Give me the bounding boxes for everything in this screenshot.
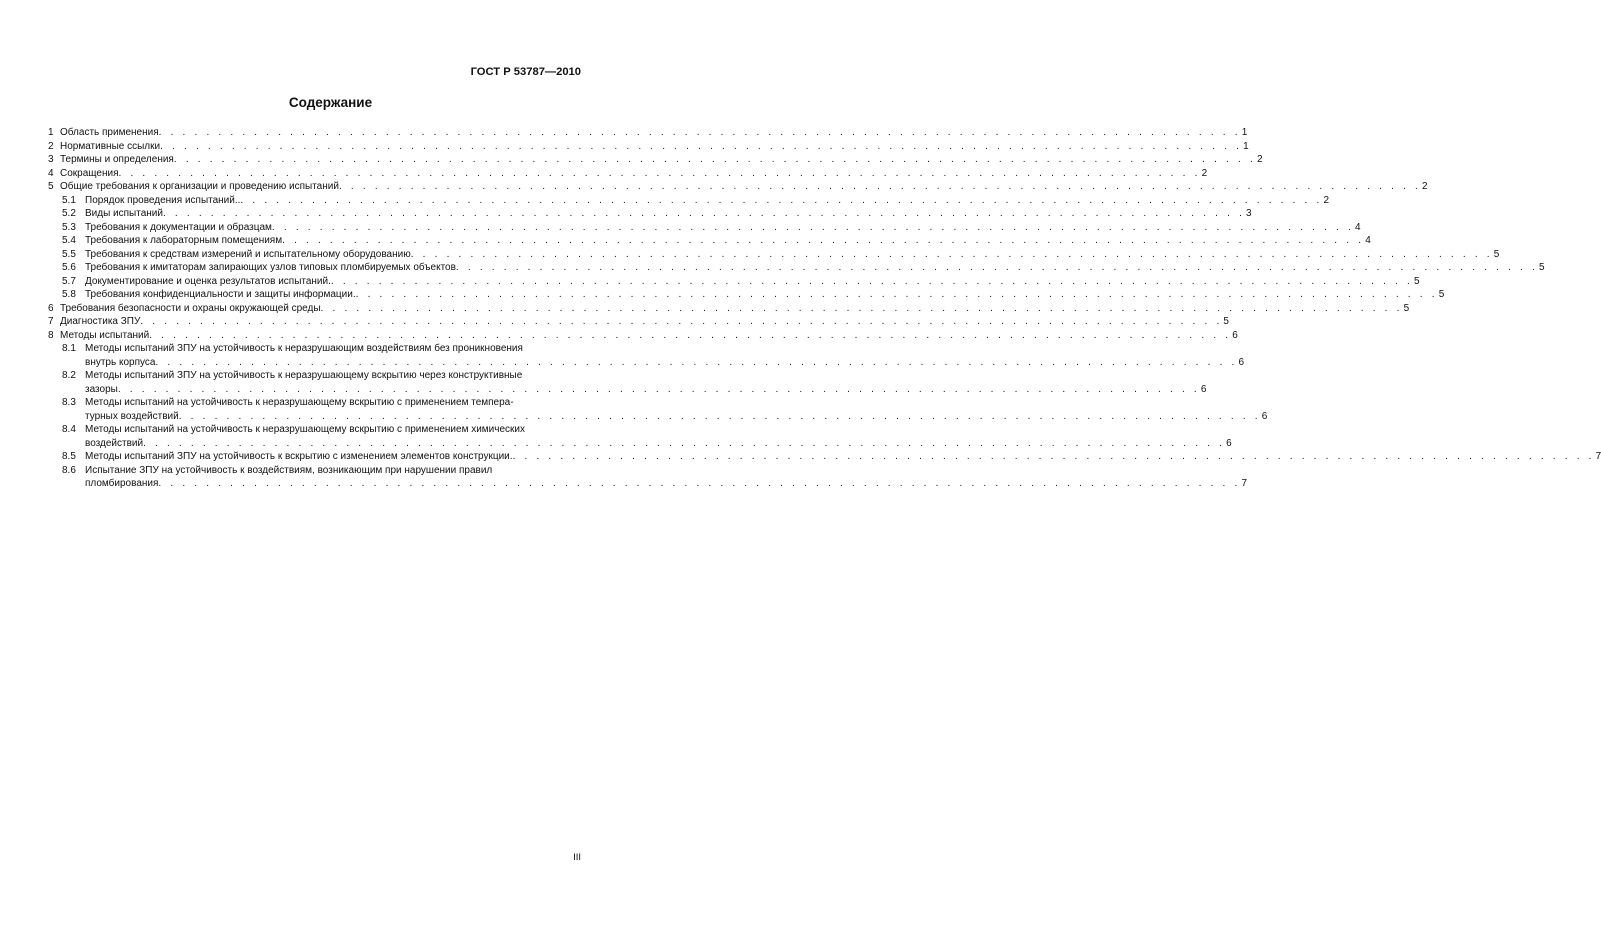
toc-entry-title: Диагностика ЗПУ	[60, 316, 141, 327]
toc-entry[interactable]	[48, 140, 1249, 154]
toc-entry-page: 2	[1323, 194, 1330, 206]
toc-entry-number: 3	[48, 154, 54, 165]
toc-entry[interactable]	[48, 234, 1371, 248]
toc-leader-dots: . . . . . . . . . . . . . . . . . . . . . . . . . . . . . . . . . . . . . . . . . . . . . . . . . . . . . . . . . . . . . . . . . . . . . . . . . . . . . . . . . . . . . . . . . . .	[330, 275, 1413, 287]
toc-entry-title-continued: пломбирования	[85, 478, 159, 489]
toc-entry[interactable]	[48, 369, 1207, 396]
toc-leader-dots: . . . . . . . . . . . . . . . . . . . . . . . . . . . . . . . . . . . . . . . . . . . . . . . . . . . . . . . . . . . . . . . . . . . . . . . . . . . . . . . . . . . . . . . . . . .	[160, 140, 1243, 152]
toc-leader-dots: . . . . . . . . . . . . . . . . . . . . . . . . . . . . . . . . . . . . . . . . . . . . . . . . . . . . . . . . . . . . . . . . . . . . . . . . . . . . . . . . . . . . . . . . . . .	[149, 329, 1232, 341]
toc-entry-page: 3	[1246, 208, 1252, 219]
toc-entry-number: 5.3	[62, 221, 76, 233]
toc-entry-title: Методы испытаний ЗПУ на устойчивость к неразрушающему вскрытию через конструктивные	[85, 370, 523, 381]
toc-entry-title: Требования к документации и образцам	[85, 221, 272, 233]
toc-leader-dots: . . . . . . . . . . . . . . . . . . . . . . . . . . . . . . . . . . . . . . . . . . . . . . . . . . . . . . . . . . . . . . . . . . . . . . . . . . . . . . . . . . . . . . . . . . .	[271, 221, 1354, 233]
toc-entry-page: 7	[1595, 451, 1601, 462]
toc-leader-dots: . . . . . . . . . . . . . . . . . . . . . . . . . . . . . . . . . . . . . . . . . . . . . . . . . . . . . . . . . . . . . . . . . . . . . . . . . . . . . . . . . . . . . . . . . . .	[240, 194, 1323, 206]
toc-entry[interactable]	[48, 167, 1208, 181]
toc-entry-page: 7	[1241, 478, 1248, 489]
toc-leader-dots: . . . . . . . . . . . . . . . . . . . . . . . . . . . . . . . . . . . . . . . . . . . . . . . . . . . . . . . . . . . . . . . . . . . . . . . . . . . . . . . . . . . . . . . . . . .	[178, 410, 1261, 422]
toc-leader-dots: . . . . . . . . . . . . . . . . . . . . . . . . . . . . . . . . . . . . . . . . . . . . . . . . . . . . . . . . . . . . . . . . . . . . . . . . . . . . . . . . . . . . . . . . . . .	[158, 478, 1241, 489]
toc-leader-dots: . . . . . . . . . . . . . . . . . . . . . . . . . . . . . . . . . . . . . . . . . . . . . . . . . . . . . . . . . . . . . . . . . . . . . . . . . . . . . . . . . . . . . . . . . . .	[173, 154, 1256, 165]
toc-entry-title: Испытание ЗПУ на устойчивость к воздействиям, возникающим при нарушении правил	[85, 464, 493, 476]
toc-entry-title: Методы испытаний на устойчивость к неразрушающему вскрытию с применением темпера-	[85, 397, 514, 408]
toc-entry-number: 5.2	[62, 208, 76, 219]
toc-entry-title-continued: воздействий	[85, 437, 144, 449]
toc-leader-dots: . . . . . . . . . . . . . . . . . . . . . . . . . . . . . . . . . . . . . . . . . . . . . . . . . . . . . . . . . . . . . . . . . . . . . . . . . . . . . . . . . . . . . . . . . . .	[455, 262, 1538, 273]
toc-entry-title: Методы испытаний ЗПУ на устойчивость к вскрытию с изменением элементов конструкции.	[85, 451, 513, 462]
toc-entry[interactable]	[48, 302, 1410, 316]
toc-entry[interactable]	[48, 248, 1500, 262]
toc-entry[interactable]	[48, 261, 1545, 275]
toc-leader-dots: . . . . . . . . . . . . . . . . . . . . . . . . . . . . . . . . . . . . . . . . . . . . . . . . . . . . . . . . . . . . . . . . . . . . . . . . . . . . . . . . . . . . . . . . . . .	[143, 437, 1226, 449]
toc-entry-number: 8.5	[62, 451, 76, 462]
table-of-contents	[48, 126, 1601, 491]
toc-entry-title: Требования конфиденциальности и защиты информации.	[85, 289, 356, 300]
page-number: III	[573, 852, 581, 863]
toc-entry-title: Нормативные ссылки	[60, 140, 161, 152]
document-code: ГОСТ Р 53787—2010	[470, 66, 581, 78]
toc-leader-dots: . . . . . . . . . . . . . . . . . . . . . . . . . . . . . . . . . . . . . . . . . . . . . . . . . . . . . . . . . . . . . . . . . . . . . . . . . . . . . . . . . . . . . . . . . . .	[338, 181, 1422, 192]
toc-entry-number: 8.2	[62, 370, 76, 381]
toc-entry-number: 7	[48, 316, 54, 327]
toc-entry-number: 5.5	[62, 248, 76, 260]
toc-entry-title-continued: турных воздействий	[85, 410, 179, 422]
toc-entry-number: 5.4	[62, 235, 76, 246]
toc-entry[interactable]	[48, 126, 1248, 140]
toc-entry-title: Методы испытаний на устойчивость к неразрушающему вскрытию с применением химических	[85, 424, 526, 435]
toc-entry-page: 5	[1539, 262, 1545, 273]
toc-entry-title: Требования к имитаторам запирающих узлов типовых пломбируемых объектов	[85, 262, 456, 273]
toc-entry-title: Порядок проведения испытаний..	[85, 194, 241, 206]
toc-entry-title-continued: зазоры	[85, 383, 118, 395]
toc-entry-number: 8.6	[62, 464, 76, 476]
toc-entry-number: 8	[48, 329, 54, 341]
toc-entry-number: 5.7	[62, 275, 76, 287]
toc-leader-dots: . . . . . . . . . . . . . . . . . . . . . . . . . . . . . . . . . . . . . . . . . . . . . . . . . . . . . . . . . . . . . . . . . . . . . . . . . . . . . . . . . . . . . . . . . . .	[355, 289, 1438, 300]
toc-entry[interactable]	[48, 450, 1601, 464]
toc-entry[interactable]	[48, 207, 1252, 221]
toc-entry[interactable]	[48, 396, 1268, 423]
toc-entry[interactable]	[48, 153, 1263, 167]
toc-entry-title-continued: внутрь корпуса	[85, 356, 156, 368]
toc-entry-page: 6	[1226, 437, 1232, 449]
toc-entry-number: 4	[48, 167, 54, 179]
toc-entry-number: 2	[48, 140, 54, 152]
toc-entry[interactable]	[48, 464, 1248, 491]
toc-entry-title: Область применения	[60, 127, 159, 138]
toc-entry-page: 4	[1355, 221, 1361, 233]
toc-entry-title: Документирование и оценка результатов испытаний.	[85, 275, 331, 287]
toc-leader-dots: . . . . . . . . . . . . . . . . . . . . . . . . . . . . . . . . . . . . . . . . . . . . . . . . . . . . . . . . . . . . . . . . . . . . . . . . . . . . . . . . . . . . . . . . . . .	[117, 383, 1200, 395]
toc-entry-title: Общие требования к организации и проведению испытаний	[60, 181, 339, 192]
toc-entry-title: Методы испытаний ЗПУ на устойчивость к неразрушающим воздействиям без проникновения	[85, 343, 523, 354]
toc-leader-dots: . . . . . . . . . . . . . . . . . . . . . . . . . . . . . . . . . . . . . . . . . . . . . . . . . . . . . . . . . . . . . . . . . . . . . . . . . . . . . . . . . . . . . . . . . . .	[158, 127, 1241, 138]
toc-entry-page: 6	[1232, 329, 1238, 341]
toc-entry-title: Требования безопасности и охраны окружающей среды	[60, 302, 321, 314]
toc-leader-dots: . . . . . . . . . . . . . . . . . . . . . . . . . . . . . . . . . . . . . . . . . . . . . . . . . . . . . . . . . . . . . . . . . . . . . . . . . . . . . . . . . . . . . . . . . . .	[118, 167, 1201, 179]
toc-entry-title: Методы испытаний	[60, 329, 150, 341]
toc-entry-number: 6	[48, 302, 54, 314]
toc-entry[interactable]	[48, 221, 1361, 235]
toc-entry[interactable]	[48, 194, 1330, 208]
toc-entry-page: 2	[1256, 154, 1263, 165]
toc-entry-title: Термины и определения	[60, 154, 174, 165]
toc-entry-page: 6	[1200, 383, 1207, 395]
toc-leader-dots: . . . . . . . . . . . . . . . . . . . . . . . . . . . . . . . . . . . . . . . . . . . . . . . . . . . . . . . . . . . . . . . . . . . . . . . . . . . . . . . . . . . . . . . . . . .	[162, 208, 1246, 219]
toc-entry-page: 6	[1238, 356, 1245, 368]
toc-entry[interactable]	[48, 180, 1428, 194]
toc-leader-dots: . . . . . . . . . . . . . . . . . . . . . . . . . . . . . . . . . . . . . . . . . . . . . . . . . . . . . . . . . . . . . . . . . . . . . . . . . . . . . . . . . . . . . . . . . . .	[282, 235, 1365, 246]
toc-entry-page: 5	[1223, 316, 1229, 327]
toc-entry-number: 5.6	[62, 262, 76, 273]
toc-leader-dots: . . . . . . . . . . . . . . . . . . . . . . . . . . . . . . . . . . . . . . . . . . . . . . . . . . . . . . . . . . . . . . . . . . . . . . . . . . . . . . . . . . . . . . . . . . .	[410, 248, 1493, 260]
toc-entry-page: 2	[1201, 167, 1208, 179]
toc-entry-page: 6	[1261, 410, 1268, 422]
toc-entry-title: Виды испытаний	[85, 208, 163, 219]
toc-entry-number: 8.4	[62, 424, 76, 435]
toc-entry-number: 8.1	[62, 343, 76, 354]
toc-entry-number: 5.1	[62, 194, 76, 206]
toc-entry[interactable]	[48, 275, 1420, 289]
toc-entry[interactable]	[48, 423, 1232, 450]
toc-entry-title: Требования к лабораторным помещениям	[85, 235, 283, 246]
toc-entry-page: 5	[1438, 289, 1445, 300]
toc-entry[interactable]	[48, 288, 1445, 302]
toc-entry-number: 8.3	[62, 397, 76, 408]
toc-entry-page: 5	[1413, 275, 1420, 287]
toc-entry-number: 5	[48, 181, 54, 192]
toc-entry-page: 4	[1365, 235, 1371, 246]
toc-leader-dots: . . . . . . . . . . . . . . . . . . . . . . . . . . . . . . . . . . . . . . . . . . . . . . . . . . . . . . . . . . . . . . . . . . . . . . . . . . . . . . . . . . . . . . . . . . .	[155, 356, 1238, 368]
toc-entry-page: 1	[1243, 140, 1249, 152]
toc-entry[interactable]	[48, 329, 1238, 343]
toc-entry-page: 5	[1493, 248, 1500, 260]
toc-title: Содержание	[288, 95, 373, 110]
toc-entry[interactable]	[48, 342, 1245, 369]
toc-entry[interactable]	[48, 315, 1229, 329]
toc-leader-dots: . . . . . . . . . . . . . . . . . . . . . . . . . . . . . . . . . . . . . . . . . . . . . . . . . . . . . . . . . . . . . . . . . . . . . . . . . . . . . . . . . . . . . . . . . . .	[512, 451, 1595, 462]
toc-leader-dots: . . . . . . . . . . . . . . . . . . . . . . . . . . . . . . . . . . . . . . . . . . . . . . . . . . . . . . . . . . . . . . . . . . . . . . . . . . . . . . . . . . . . . . . . . . .	[140, 316, 1223, 327]
toc-entry-page: 2	[1422, 181, 1428, 192]
toc-entry-number: 5.8	[62, 289, 76, 300]
toc-entry-number: 1	[48, 127, 54, 138]
toc-entry-page: 5	[1403, 302, 1410, 314]
toc-entry-title: Требования к средствам измерений и испытательному оборудованию	[85, 248, 411, 260]
toc-leader-dots: . . . . . . . . . . . . . . . . . . . . . . . . . . . . . . . . . . . . . . . . . . . . . . . . . . . . . . . . . . . . . . . . . . . . . . . . . . . . . . . . . . . . . . . . . . .	[320, 302, 1403, 314]
toc-entry-title: Сокращения	[60, 167, 119, 179]
toc-entry-page: 1	[1241, 127, 1248, 138]
